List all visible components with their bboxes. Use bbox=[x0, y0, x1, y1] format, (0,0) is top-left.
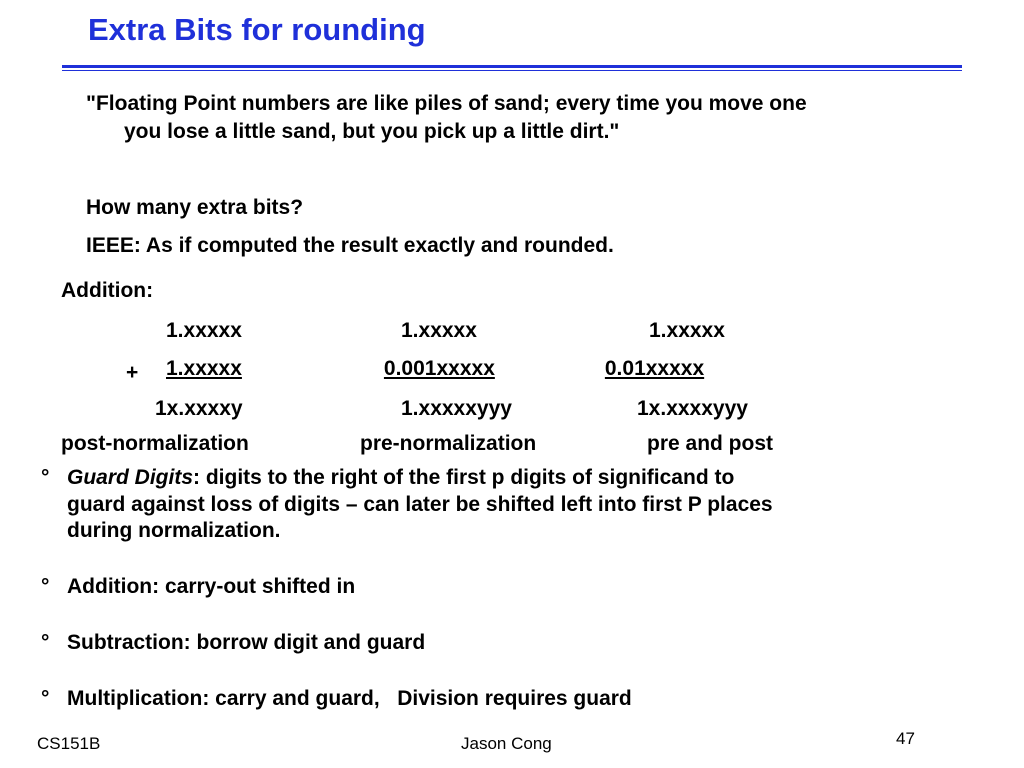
bullet-addition: Addition: carry-out shifted in bbox=[67, 575, 356, 598]
bullet-symbol-3: ° bbox=[41, 631, 50, 654]
bullet-symbol-1: ° bbox=[41, 466, 50, 489]
bullet-guard-digits-line-3: during normalization. bbox=[67, 519, 281, 542]
quote-line-1: "Floating Point numbers are like piles of sand; every time you move one bbox=[86, 92, 807, 115]
caption-pre-normalization: pre-normalization bbox=[360, 432, 537, 455]
footer-course: CS151B bbox=[37, 734, 101, 753]
col1-operand1: 1.xxxxx bbox=[166, 319, 242, 342]
bullet-multiplication-division: Multiplication: carry and guard, Division requires guard bbox=[67, 687, 632, 710]
caption-pre-and-post: pre and post bbox=[647, 432, 774, 455]
bullet-guard-digits-line-1 bbox=[67, 466, 734, 490]
quote-line-2: you lose a little sand, but you pick up a little dirt." bbox=[124, 120, 620, 143]
plus-sign: + bbox=[126, 361, 139, 384]
ieee-statement: IEEE: As if computed the result exactly and rounded. bbox=[86, 234, 614, 257]
bullet-guard-digits-line-2: guard against loss of digits – can later be shifted left into first P places bbox=[67, 493, 773, 516]
underline-gap-2 bbox=[495, 357, 605, 381]
bullet-symbol-2: ° bbox=[41, 575, 50, 598]
question-extra-bits: How many extra bits? bbox=[86, 196, 304, 219]
title-divider-thin bbox=[62, 70, 962, 71]
operand2-underlined-row bbox=[166, 357, 704, 381]
guard-digits-term: Guard Digits bbox=[67, 466, 194, 489]
col3-operand1: 1.xxxxx bbox=[649, 319, 725, 342]
underline-gap-1 bbox=[242, 357, 384, 381]
col3-result: 1x.xxxxyyy bbox=[637, 397, 748, 420]
col1-result: 1x.xxxxy bbox=[155, 397, 243, 420]
bullet-subtraction: Subtraction: borrow digit and guard bbox=[67, 631, 426, 654]
slide-page-number: 47 bbox=[896, 729, 915, 748]
col2-operand2: 0.001xxxxx bbox=[383, 357, 495, 380]
col2-operand1: 1.xxxxx bbox=[401, 319, 477, 342]
bullet-symbol-4: ° bbox=[41, 687, 50, 710]
col3-operand2: 0.01xxxxx bbox=[604, 357, 705, 380]
addition-label: Addition: bbox=[61, 279, 154, 302]
footer-author: Jason Cong bbox=[461, 734, 552, 753]
guard-digits-definition: : digits to the right of the first p digits of significand to bbox=[193, 466, 735, 489]
col1-operand2: 1.xxxxx bbox=[166, 357, 242, 380]
slide-title: Extra Bits for rounding bbox=[88, 12, 426, 47]
col2-result: 1.xxxxxyyy bbox=[401, 397, 512, 420]
caption-post-normalization: post-normalization bbox=[61, 432, 249, 455]
title-divider-thick bbox=[62, 65, 962, 68]
